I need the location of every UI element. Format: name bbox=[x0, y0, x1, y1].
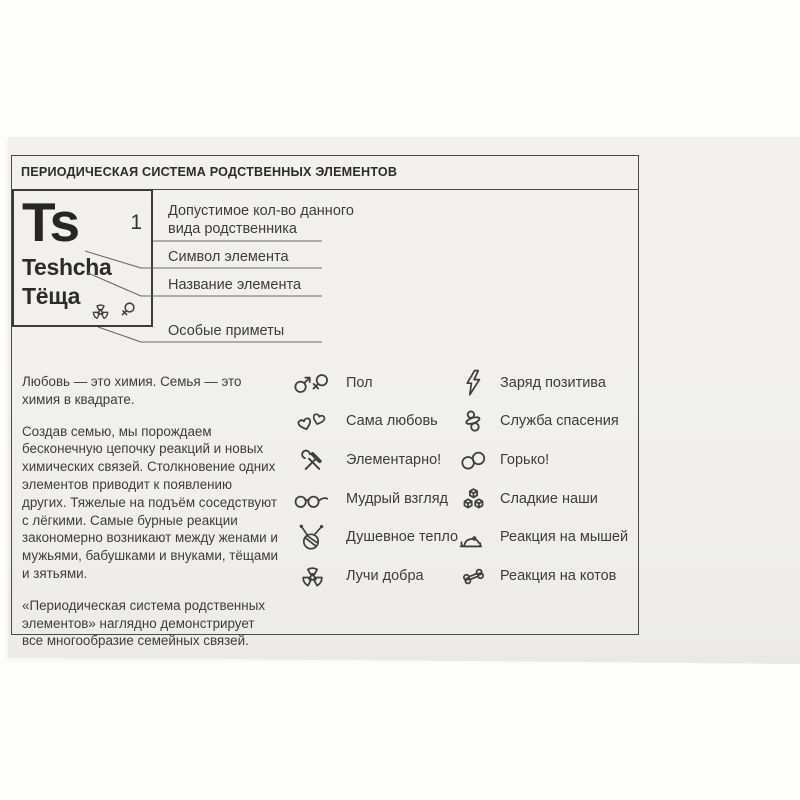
postcard bbox=[8, 137, 800, 656]
element-name-translit: Teshcha bbox=[22, 254, 112, 280]
legend-item-elementary bbox=[288, 442, 441, 478]
pacifier-icon bbox=[459, 407, 487, 435]
legend-item-rescue bbox=[456, 403, 619, 439]
legend-item-rays bbox=[288, 558, 424, 594]
legend-label: Сама любовь bbox=[346, 413, 438, 429]
legend-label: Реакция на котов bbox=[500, 568, 617, 584]
callout-traits: Особые приметы bbox=[168, 323, 285, 339]
yarn-icon bbox=[297, 522, 327, 552]
legend-item-kiss bbox=[456, 442, 549, 478]
glasses-icon bbox=[293, 489, 331, 510]
legend-label: Мудрый взгляд bbox=[346, 491, 449, 507]
legend-item-wise-look bbox=[288, 481, 448, 517]
legend-label: Элементарно! bbox=[346, 452, 442, 468]
gender-icon bbox=[291, 371, 333, 396]
paragraph-1: Любовь — это химия. Семья — это химия в квадрате. bbox=[22, 374, 242, 407]
legend-item-cats bbox=[456, 558, 616, 594]
legend-label: Реакция на мышей bbox=[500, 529, 629, 545]
female-icon bbox=[117, 300, 137, 322]
legend-item-gender bbox=[288, 365, 373, 401]
legend-item-warmth bbox=[288, 519, 458, 555]
intro-text bbox=[22, 373, 279, 664]
callout-count: Допустимое кол-во данного вида родственника bbox=[168, 203, 354, 237]
legend-label: Пол bbox=[346, 375, 373, 391]
mouse-icon bbox=[458, 525, 489, 550]
legend-item-positive-charge bbox=[456, 365, 606, 401]
legend-item-mice bbox=[456, 519, 628, 555]
rays-icon bbox=[91, 301, 110, 322]
legend-label: Сладкие наши bbox=[500, 491, 598, 507]
paragraph-2: Создав семью, мы порождаем бесконечную цепочку реакций и новых химических связей. Столкновение одних элементов приводит к появлению других. Тяжелые на подъём соседствуют с лёгкими. Самые бурные реакции закономерно возникают между женами и мужьями, бабушками и внуками, тёщами и зятьями. bbox=[22, 423, 279, 581]
rays-icon bbox=[300, 563, 325, 590]
bone-icon bbox=[459, 564, 488, 589]
rings-icon bbox=[458, 449, 489, 472]
element-symbol: Ts bbox=[22, 191, 79, 253]
element-count: 1 bbox=[130, 211, 142, 234]
sugar-cubes-icon bbox=[460, 486, 487, 513]
legend-label: Лучи добра bbox=[346, 568, 424, 584]
callout-name: Название элемента bbox=[168, 277, 302, 293]
legend-label: Горько! bbox=[500, 452, 550, 468]
element-trait-icons bbox=[91, 300, 137, 322]
callout-symbol: Символ элемента bbox=[168, 249, 289, 265]
lightning-icon bbox=[464, 369, 482, 397]
legend-item-love bbox=[288, 403, 438, 439]
page-title: ПЕРИОДИЧЕСКАЯ СИСТЕМА РОДСТВЕННЫХ ЭЛЕМЕНТОВ bbox=[12, 156, 638, 190]
element-name: Тёща bbox=[22, 283, 81, 309]
legend-label: Служба спасения bbox=[500, 413, 619, 429]
hearts-icon bbox=[296, 409, 329, 434]
legend-label: Душевное тепло bbox=[346, 529, 459, 545]
element-cell bbox=[12, 189, 153, 327]
legend-label: Заряд позитива bbox=[500, 375, 606, 391]
legend-item-sweet bbox=[456, 481, 598, 517]
tools-icon bbox=[299, 447, 326, 474]
paragraph-3: «Периодическая система родственных элементов» наглядно демонстрирует все многообразие семейных связей. bbox=[22, 597, 266, 649]
